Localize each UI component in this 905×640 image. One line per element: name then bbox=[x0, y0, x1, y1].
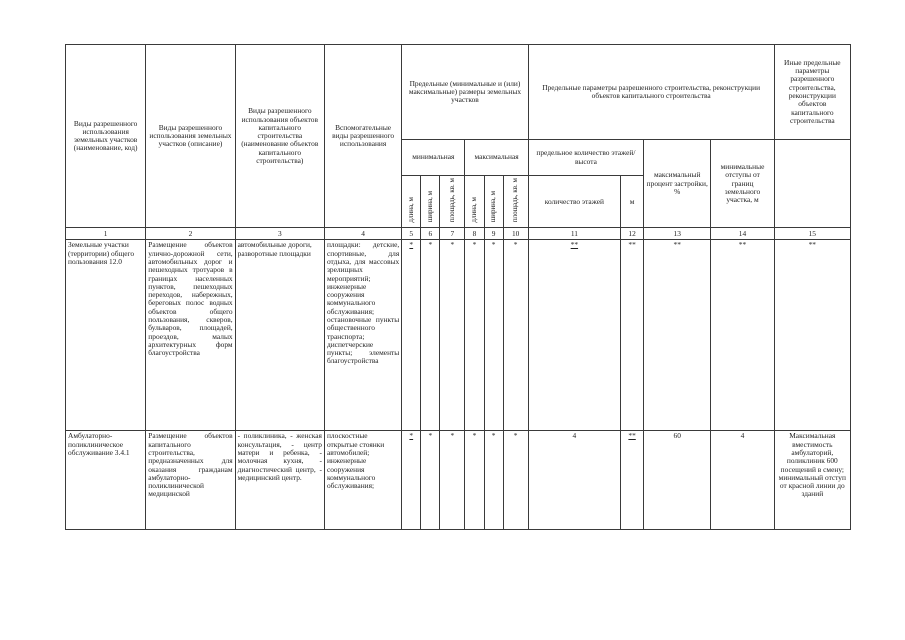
header-capital-construction-types: Виды разрешенного использования объектов капитального строительства (наименование объектов капитального строительства) bbox=[235, 45, 324, 228]
header-land-plot-limits: Предельные (минимальные и (или) максимальные) размеры земельных участков bbox=[402, 45, 528, 140]
header-construction-limits: Предельные параметры разрешенного строительства, реконструкции объектов капитального строительства bbox=[528, 45, 774, 140]
zoning-parameters-table bbox=[65, 44, 851, 530]
header-other-limits-blank bbox=[774, 140, 850, 228]
header-minimum: минимальная bbox=[402, 140, 465, 176]
cell-min-area: * bbox=[440, 431, 465, 530]
column-number: 13 bbox=[644, 228, 711, 240]
header-max-area: площадь, кв. м bbox=[503, 176, 528, 228]
column-number: 11 bbox=[528, 228, 620, 240]
header-floors-count: количество этажей bbox=[528, 176, 620, 228]
cell-other-limits: ** bbox=[774, 240, 850, 431]
cell-floors-count: 4 bbox=[528, 431, 620, 530]
cell-capital-construction: автомобильные дороги, разворотные площадки bbox=[235, 240, 324, 431]
header-min-setback: минимальные отступы от границ земельного участка, м bbox=[711, 140, 774, 228]
header-min-length: длина, м bbox=[402, 176, 421, 228]
header-min-width: ширина, м bbox=[421, 176, 440, 228]
header-land-use-name: Виды разрешенного использования земельных участков (наименование, код) bbox=[66, 45, 146, 228]
cell-height-m: ** bbox=[621, 240, 644, 431]
table-row bbox=[66, 240, 851, 431]
header-other-limits: Иные предельные параметры разрешенного строительства, реконструкции объектов капитального строительства bbox=[774, 45, 850, 140]
cell-max-width: * bbox=[484, 240, 503, 431]
header-min-area: площадь, кв. м bbox=[440, 176, 465, 228]
cell-min-area: * bbox=[440, 240, 465, 431]
cell-max-length: * bbox=[465, 431, 484, 530]
cell-min-length: * bbox=[402, 431, 421, 530]
column-number: 4 bbox=[324, 228, 401, 240]
cell-min-setback: 4 bbox=[711, 431, 774, 530]
header-max-width: ширина, м bbox=[484, 176, 503, 228]
column-number: 14 bbox=[711, 228, 774, 240]
column-number: 5 bbox=[402, 228, 421, 240]
cell-floors-count: ** bbox=[528, 240, 620, 431]
column-number: 6 bbox=[421, 228, 440, 240]
header-meters: м bbox=[621, 176, 644, 228]
column-number-row bbox=[66, 228, 851, 240]
cell-auxiliary-uses: площадки: детские, спортивные, для отдыха, для массовых зрелищных мероприятий; инженерные сооружения коммунального обслуживания; остановочные пункты общественного транспорта; диспетчерские пункты; элементы благоустройства bbox=[324, 240, 401, 431]
cell-max-width: * bbox=[484, 431, 503, 530]
cell-max-length: * bbox=[465, 240, 484, 431]
cell-land-use-description: Размещение объектов капитального строительства, предназначенных для оказания гражданам амбулаторно-поликлинической медицинской bbox=[146, 431, 235, 530]
cell-capital-construction: - поликлиника, - женская консультация, - центр матери и ребенка, - молочная кухня, - диагностический центр, - медицинский центр. bbox=[235, 431, 324, 530]
cell-min-width: * bbox=[421, 240, 440, 431]
header-land-use-description: Виды разрешенного использования земельных участков (описание) bbox=[146, 45, 235, 228]
column-number: 1 bbox=[66, 228, 146, 240]
column-number: 3 bbox=[235, 228, 324, 240]
header-auxiliary-uses: Вспомогательные виды разрешенного использования bbox=[324, 45, 401, 228]
header-floors-height: предельное количество этажей/высота bbox=[528, 140, 643, 176]
cell-height-m: ** bbox=[621, 431, 644, 530]
cell-max-build-percent: ** bbox=[644, 240, 711, 431]
column-number: 7 bbox=[440, 228, 465, 240]
header-maximum: максимальная bbox=[465, 140, 528, 176]
column-number: 15 bbox=[774, 228, 850, 240]
cell-auxiliary-uses: плоскостные открытые стоянки автомобилей; инженерные сооружения коммунального обслуживания; bbox=[324, 431, 401, 530]
column-number: 10 bbox=[503, 228, 528, 240]
cell-land-use-name: Амбулаторно-поликлиническое обслуживание 3.4.1 bbox=[66, 431, 146, 530]
column-number: 12 bbox=[621, 228, 644, 240]
column-number: 8 bbox=[465, 228, 484, 240]
cell-max-build-percent: 60 bbox=[644, 431, 711, 530]
column-number: 9 bbox=[484, 228, 503, 240]
cell-min-width: * bbox=[421, 431, 440, 530]
cell-min-length: * bbox=[402, 240, 421, 431]
cell-max-area: * bbox=[503, 240, 528, 431]
cell-land-use-name: Земельные участки (территории) общего пользования 12.0 bbox=[66, 240, 146, 431]
cell-max-area: * bbox=[503, 431, 528, 530]
cell-other-limits: Максимальная вместимость амбулаторий, поликлиник 600 посещений в смену; минимальный отступ от красной линии до зданий bbox=[774, 431, 850, 530]
header-max-build-percent: максимальный процент застройки, % bbox=[644, 140, 711, 228]
header-max-length: длина, м bbox=[465, 176, 484, 228]
cell-land-use-description: Размещение объектов улично-дорожной сети, автомобильных дорог и пешеходных тротуаров в границах населенных пунктов, пешеходных переходов, набережных, береговых полос водных объектов общего пользования, скверов, бульваров, площадей, проездов, малых архитектурных форм благоустройства bbox=[146, 240, 235, 431]
table-row bbox=[66, 431, 851, 530]
column-number: 2 bbox=[146, 228, 235, 240]
cell-min-setback: ** bbox=[711, 240, 774, 431]
